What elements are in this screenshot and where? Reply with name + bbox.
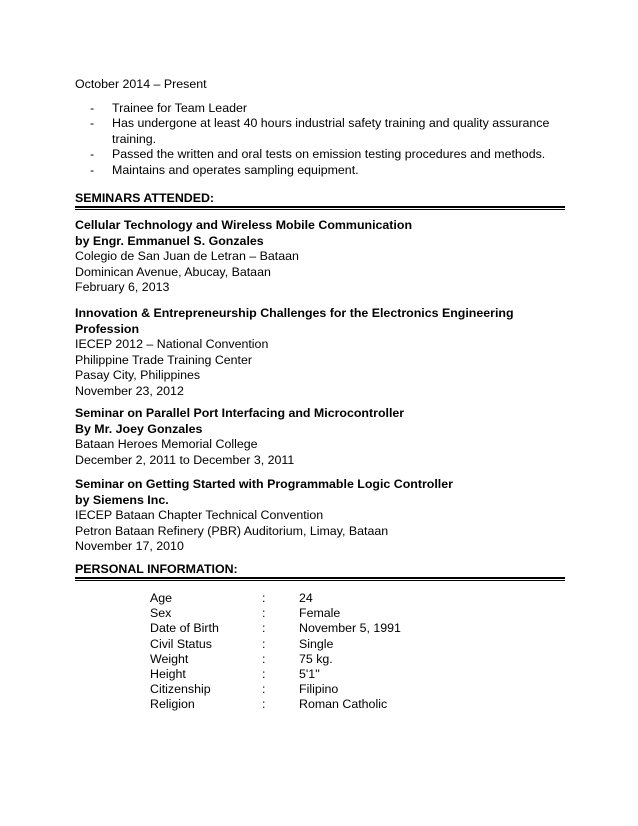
heading-rule-thin [75, 580, 565, 581]
seminar-speaker: by Siemens Inc. [75, 492, 169, 507]
seminar-detail: IECEP Bataan Chapter Technical Convention [75, 508, 324, 523]
seminar-speaker: By Mr. Joey Gonzales [75, 421, 203, 436]
info-label: Citizenship [150, 682, 211, 697]
info-row [150, 667, 401, 682]
info-label: Civil Status [150, 636, 212, 651]
seminar-title: Seminar on Getting Started with Programmable Logic Controller [75, 477, 453, 491]
seminar-entry [75, 477, 565, 555]
seminars-heading-text: SEMINARS ATTENDED: [75, 191, 215, 205]
info-value: Female [299, 606, 341, 621]
info-colon: : [262, 636, 266, 651]
personal-info-table [150, 591, 401, 713]
info-value: November 5, 1991 [299, 621, 401, 636]
info-label: Weight [150, 651, 189, 666]
info-row [150, 606, 401, 621]
seminar-title: Innovation & Entrepreneurship Challenges for the Electronics Engineering [75, 306, 514, 320]
info-value: Single [299, 636, 334, 651]
seminars-heading [75, 191, 565, 205]
duty-text: Trainee for Team Leader [112, 101, 247, 115]
duty-item [90, 101, 565, 116]
seminar-entry [75, 406, 565, 468]
seminar-date: February 6, 2013 [75, 280, 170, 295]
seminar-title-cont: Profession [75, 321, 140, 336]
info-value: Roman Catholic [299, 697, 388, 712]
duty-text: Maintains and operates sampling equipment. [112, 162, 359, 177]
seminar-detail: Pasay City, Philippines [75, 368, 201, 383]
heading-rule-thin [75, 209, 565, 210]
seminar-date: November 17, 2010 [75, 539, 184, 554]
personal-heading-text: PERSONAL INFORMATION: [75, 562, 238, 576]
info-label: Height [150, 667, 186, 682]
duty-item [90, 147, 565, 162]
seminar-detail: Dominican Avenue, Abucay, Bataan [75, 264, 271, 279]
seminar-date: December 2, 2011 to December 3, 2011 [75, 452, 295, 467]
seminar-detail: Colegio de San Juan de Letran – Bataan [75, 249, 299, 264]
dash-bullet: - [90, 162, 95, 177]
info-row [150, 637, 401, 652]
info-label: Date of Birth [150, 621, 219, 636]
dash-bullet: - [90, 101, 95, 115]
seminar-detail: Petron Bataan Refinery (PBR) Auditorium, Limay, Bataan [75, 523, 389, 538]
info-row [150, 591, 401, 606]
info-value: Filipino [299, 682, 339, 697]
seminar-entry [75, 306, 565, 400]
seminar-speaker: by Engr. Emmanuel S. Gonzales [75, 233, 264, 248]
info-label: Age [150, 591, 173, 605]
seminar-date: November 23, 2012 [75, 383, 184, 398]
info-label: Sex [150, 606, 172, 621]
info-colon: : [262, 697, 266, 712]
info-row [150, 621, 401, 636]
info-colon: : [262, 606, 266, 621]
duty-item [90, 116, 565, 147]
info-row [150, 652, 401, 667]
duty-text: Has undergone at least 40 hours industrial safety training and quality assurance training. [112, 116, 550, 146]
seminar-detail: Bataan Heroes Memorial College [75, 437, 258, 452]
info-colon: : [262, 667, 266, 682]
seminar-detail: IECEP 2012 – National Convention [75, 337, 269, 352]
seminar-detail: Philippine Trade Training Center [75, 352, 253, 367]
dash-bullet: - [90, 147, 95, 162]
info-row [150, 682, 401, 697]
seminar-entry [75, 218, 565, 296]
personal-heading [75, 562, 565, 576]
info-colon: : [262, 651, 266, 666]
seminar-title: Cellular Technology and Wireless Mobile Communication [75, 218, 413, 232]
info-colon: : [262, 682, 266, 697]
info-colon: : [262, 621, 266, 636]
duties-list [90, 101, 565, 178]
info-value: 5'1'' [299, 667, 320, 682]
experience-period: October 2014 – Present [75, 77, 207, 91]
info-value: 24 [299, 591, 313, 605]
info-colon: : [262, 591, 266, 605]
duty-text: Passed the written and oral tests on emission testing procedures and methods. [112, 147, 546, 162]
heading-rule [75, 206, 565, 208]
duty-item [90, 163, 565, 178]
info-row [150, 697, 401, 712]
dash-bullet: - [90, 116, 95, 131]
info-label: Religion [150, 697, 195, 712]
seminar-title: Seminar on Parallel Port Interfacing and Microcontroller [75, 406, 405, 420]
info-value: 75 kg. [299, 651, 333, 666]
heading-rule [75, 577, 565, 579]
